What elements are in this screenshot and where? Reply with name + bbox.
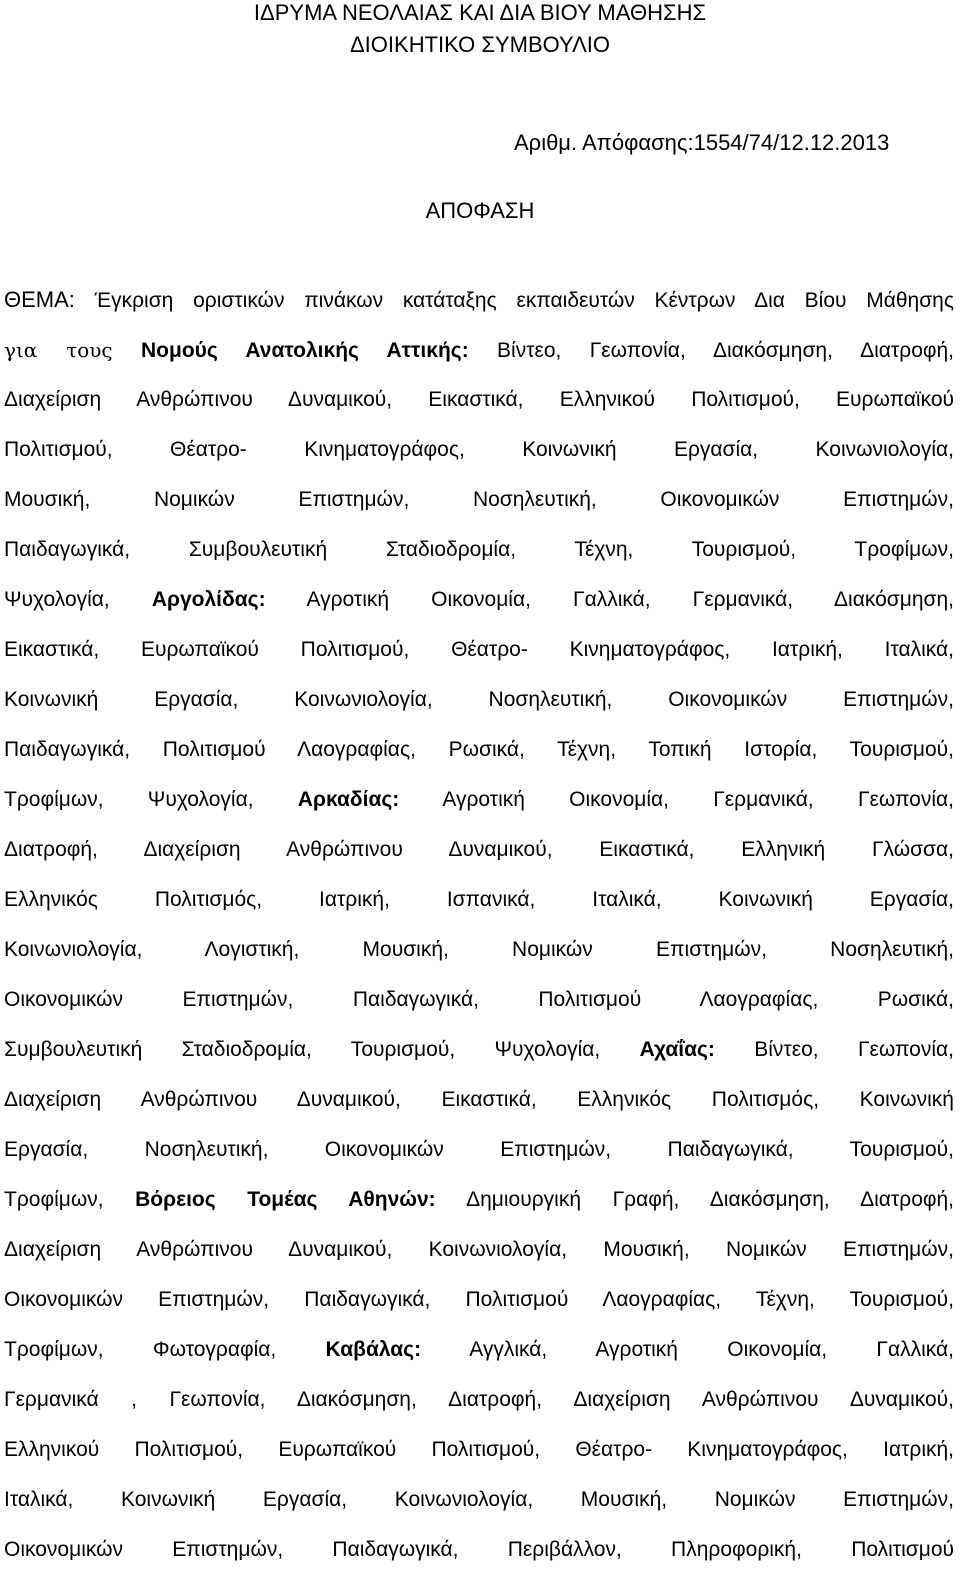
region-heading: Αργολίδας: bbox=[151, 588, 266, 611]
body-line: Κοινωνιολογία, Λογιστική, Μουσική, Νομικών Επιστημών, Νοσηλευτική, bbox=[4, 938, 954, 961]
body-text: Ψυχολογία, bbox=[4, 588, 152, 611]
body-text: Τροφίμων, Ψυχολογία, bbox=[4, 788, 298, 811]
body-line bbox=[4, 335, 954, 385]
body-line: Εικαστικά, Ευρωπαϊκού Πολιτισμού, Θέατρο- Κινηματογράφος, Ιατρική, Ιταλικά, bbox=[4, 638, 954, 661]
decision-body bbox=[4, 285, 954, 1585]
body-line: Οικονομικών Επιστημών, Παιδαγωγικά, Περιβάλλον, Πληροφορική, Πολιτισμού bbox=[4, 1538, 954, 1561]
region-heading: Αρκαδίας: bbox=[297, 788, 400, 811]
region-heading: Καβάλας: bbox=[325, 1338, 422, 1361]
body-text: Συμβουλευτική Σταδιοδρομία, Τουρισμού, Ψυχολογία, bbox=[4, 1038, 640, 1061]
body-line: Ιταλικά, Κοινωνική Εργασία, Κοινωνιολογία, Μουσική, Νομικών Επιστημών, bbox=[4, 1488, 954, 1511]
body-line: Οικονομικών Επιστημών, Παιδαγωγικά, Πολιτισμού Λαογραφίας, Ρωσικά, bbox=[4, 988, 954, 1011]
body-line bbox=[4, 285, 954, 335]
body-text: Αγροτική Οικονομία, Γερμανικά, Γεωπονία, bbox=[399, 788, 954, 811]
body-line bbox=[4, 1185, 954, 1235]
body-line bbox=[4, 1335, 954, 1385]
decision-heading: ΑΠΟΦΑΣΗ bbox=[425, 198, 535, 223]
subject-label: ΘΕΜΑ: bbox=[4, 287, 75, 312]
body-text: για τους bbox=[4, 338, 113, 362]
body-line: Κοινωνική Εργασία, Κοινωνιολογία, Νοσηλευτική, Οικονομικών Επιστημών, bbox=[4, 688, 954, 711]
body-text: Δημιουργική Γραφή, Διακόσμηση, Διατροφή, bbox=[435, 1188, 954, 1211]
body-line: Γερμανικά , Γεωπονία, Διακόσμηση, Διατροφή, Διαχείριση Ανθρώπινου Δυναμικού, bbox=[4, 1388, 954, 1411]
body-line: Διαχείριση Ανθρώπινου Δυναμικού, Εικαστικά, Ελληνικού Πολιτισμού, Ευρωπαϊκού bbox=[4, 388, 954, 411]
body-line bbox=[4, 1035, 954, 1085]
body-text: Βίντεο, Γεωπονία, Διακόσμηση, Διατροφή, bbox=[468, 339, 954, 362]
body-line: Ελληνικός Πολιτισμός, Ιατρική, Ισπανικά, Ιταλικά, Κοινωνική Εργασία, bbox=[4, 888, 954, 911]
subject-text: Έγκριση οριστικών πινάκων κατάταξης εκπαιδευτών Κέντρων Δια Βίου Μάθησης bbox=[74, 289, 954, 312]
body-text: Αγγλικά, Αγροτική Οικονομία, Γαλλικά, bbox=[421, 1338, 955, 1361]
body-text: Αγροτική Οικονομία, Γαλλικά, Γερμανικά, Διακόσμηση, bbox=[265, 588, 954, 611]
body-line: Παιδαγωγικά, Πολιτισμού Λαογραφίας, Ρωσικά, Τέχνη, Τοπική Ιστορία, Τουρισμού, bbox=[4, 738, 954, 761]
body-line: Πολιτισμού, Θέατρο- Κινηματογράφος, Κοινωνική Εργασία, Κοινωνιολογία, bbox=[4, 438, 954, 461]
body-line: Παιδαγωγικά, Συμβουλευτική Σταδιοδρομία, Τέχνη, Τουρισμού, Τροφίμων, bbox=[4, 538, 954, 561]
region-heading: Νομούς Ανατολικής Αττικής: bbox=[141, 339, 469, 362]
region-heading: Βόρειος Τομέας Αθηνών: bbox=[135, 1188, 436, 1211]
body-line: Διαχείριση Ανθρώπινου Δυναμικού, Εικαστικά, Ελληνικός Πολιτισμός, Κοινωνική bbox=[4, 1088, 954, 1111]
organization-title: ΙΔΡΥΜΑ ΝΕΟΛΑΙΑΣ ΚΑΙ ΔΙΑ ΒΙΟΥ ΜΑΘΗΣΗΣ bbox=[253, 0, 707, 25]
body-text: Τροφίμων, Φωτογραφία, bbox=[4, 1338, 326, 1361]
body-line: Εργασία, Νοσηλευτική, Οικονομικών Επιστημών, Παιδαγωγικά, Τουρισμού, bbox=[4, 1138, 954, 1161]
decision-reference: Αριθμ. Απόφασης:1554/74/12.12.2013 bbox=[514, 130, 890, 155]
board-title: ΔΙΟΙΚΗΤΙΚΟ ΣΥΜΒΟΥΛΙΟ bbox=[349, 32, 610, 57]
body-line: Οικονομικών Επιστημών, Παιδαγωγικά, Πολιτισμού Λαογραφίας, Τέχνη, Τουρισμού, bbox=[4, 1288, 954, 1311]
body-line: Μουσική, Νομικών Επιστημών, Νοσηλευτική, Οικονομικών Επιστημών, bbox=[4, 488, 954, 511]
body-text: Βίντεο, Γεωπονία, bbox=[714, 1038, 954, 1061]
body-line: Ελληνικού Πολιτισμού, Ευρωπαϊκού Πολιτισμού, Θέατρο- Κινηματογράφος, Ιατρική, bbox=[4, 1438, 954, 1461]
body-line: Διαχείριση Ανθρώπινου Δυναμικού, Κοινωνιολογία, Μουσική, Νομικών Επιστημών, bbox=[4, 1238, 954, 1261]
region-heading: Αχαΐας: bbox=[639, 1038, 715, 1061]
body-line bbox=[4, 785, 954, 835]
body-line bbox=[4, 585, 954, 635]
body-text: Τροφίμων, bbox=[4, 1188, 136, 1211]
body-line: Διατροφή, Διαχείριση Ανθρώπινου Δυναμικού, Εικαστικά, Ελληνική Γλώσσα, bbox=[4, 838, 954, 861]
